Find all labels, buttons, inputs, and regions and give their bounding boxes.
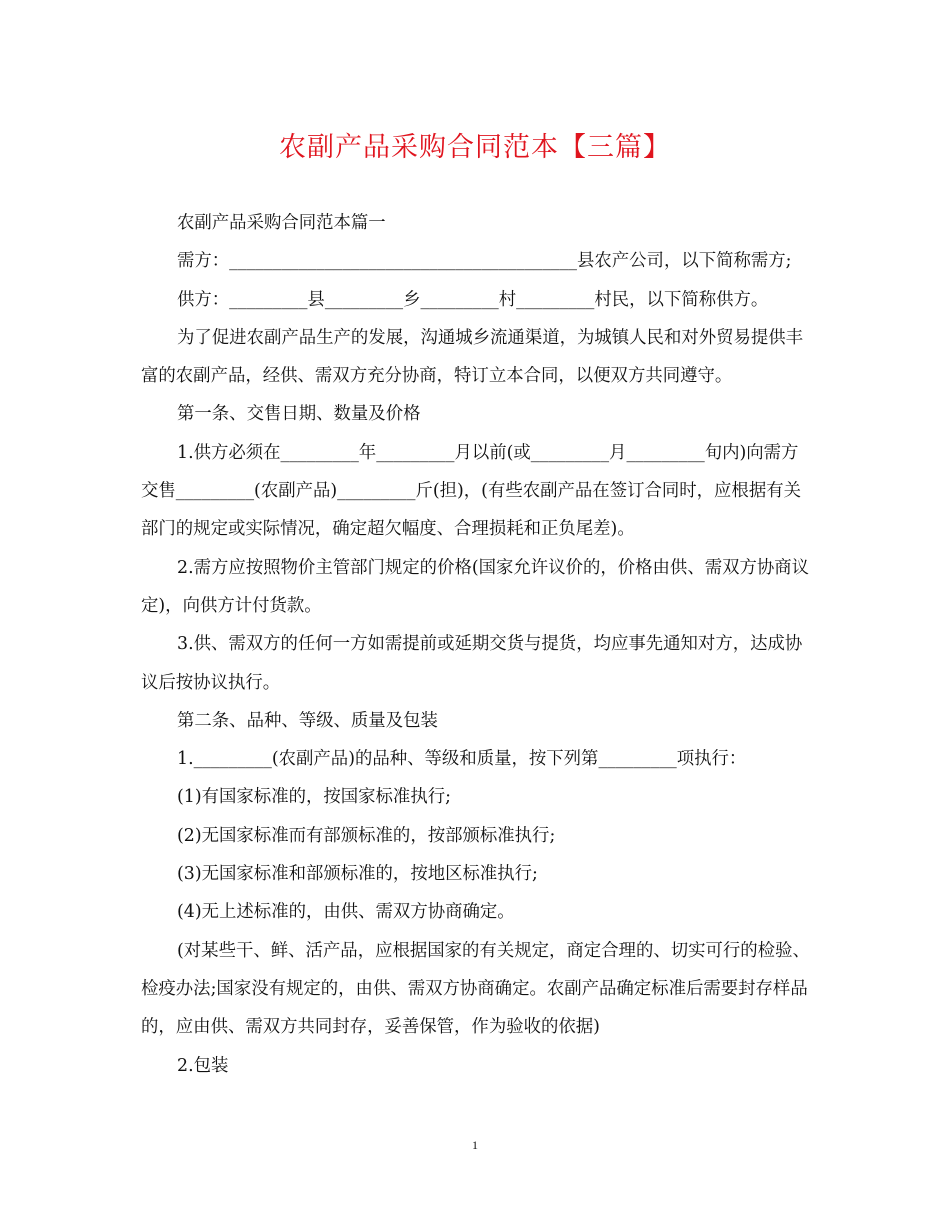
supplier-line: 供方：_________县_________乡_________村_________村民，以下简称供方。 [177, 289, 769, 310]
standard-option-2: (2)无国家标准而有部颁标准的，按部颁标准执行; [177, 825, 556, 846]
article-two-item-2: 2.包装 [177, 1055, 229, 1076]
article-one-item-2: 2.需方应按照物价主管部门规定的价格(国家允许议价的，价格由供、需双方协商议定)，向供方计付货款。 [141, 557, 810, 616]
article-two-item-1: 1._________(农副产品)的品种、等级和质量，按下列第_________项执行： [177, 749, 747, 770]
article-one-heading: 第一条、交售日期、数量及价格 [177, 404, 421, 425]
standard-option-1: (1)有国家标准的，按国家标准执行; [177, 787, 451, 808]
article-one-item-1: 1.供方必须在_________年_________月以前(或_________月_________旬内)向需方交售_________(农副产品)_________斤(担)，(有些农副产品在签订合同时，应根据有关部门的规定或实际情况，确定超欠幅度、合理损耗和正负尾差)。 [141, 442, 801, 540]
standard-option-4: (4)无上述标准的，由供、需双方协商确定。 [177, 902, 515, 923]
preamble-paragraph: 为了促进农副产品生产的发展，沟通城乡流通渠道，为城镇人民和对外贸易提供丰富的农副产品，经供、需双方充分协商，特订立本合同，以便双方共同遵守。 [141, 327, 804, 387]
buyer-line: 需方：________________________________________县农产公司，以下简称需方; [177, 251, 792, 272]
article-two-heading: 第二条、品种、等级、质量及包装 [177, 710, 438, 731]
section-heading: 农副产品采购合同范本篇一 [177, 213, 386, 233]
standard-option-3: (3)无国家标准和部颁标准的，按地区标准执行; [177, 864, 538, 885]
inspection-note: (对某些干、鲜、活产品，应根据国家的有关规定，商定合理的、切实可行的检验、检疫办法;国家没有规定的，由供、需双方协商确定。农副产品确定标准后需要封存样品的，应由供、需双方共同封存，妥善保管，作为验收的依据) [141, 940, 810, 1038]
document-title: 农副产品采购合同范本【三篇】 [279, 132, 671, 163]
document-body [141, 204, 811, 1085]
article-one-item-3: 3.供、需双方的任何一方如需提前或延期交货与提货，均应事先通知对方，达成协议后按协议执行。 [141, 634, 803, 693]
page-number: 1 [472, 1138, 478, 1152]
